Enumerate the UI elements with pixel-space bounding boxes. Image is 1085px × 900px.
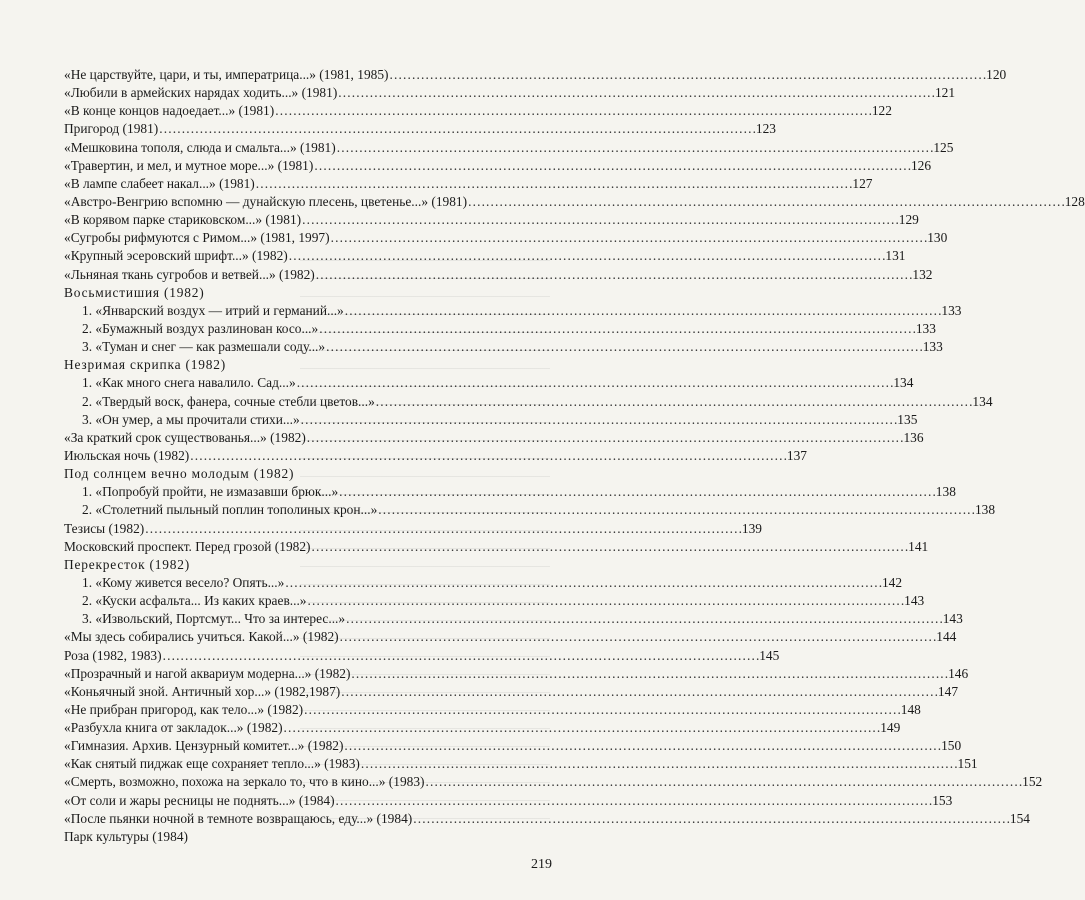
toc-entry (64, 538, 929, 556)
toc-entry-title: 1. «Как много снега навалило. Сад...» (82, 375, 296, 391)
dot-leader (275, 102, 871, 120)
dot-leader (426, 773, 1022, 791)
toc-section-heading (64, 828, 552, 846)
dot-leader (163, 647, 759, 665)
dot-leader (331, 229, 927, 247)
toc-entry-title: Тезисы (1982) (64, 520, 145, 536)
toc-entry-page: 145 (759, 647, 780, 663)
toc-entry-page: 135 (897, 411, 918, 427)
toc-entry-title: 2. «Куски асфальта... Из каких краев...» (82, 593, 307, 609)
toc-entry-page: 149 (880, 720, 901, 736)
dot-leader (289, 247, 885, 265)
toc-entry (64, 229, 948, 247)
dot-leader (302, 211, 898, 229)
toc-entry-title: «Льняная ткань сугробов и ветвей...» (1982) (64, 266, 315, 282)
dot-leader (344, 737, 940, 755)
toc-entry (64, 266, 933, 284)
toc-entry (64, 501, 996, 519)
toc-entry-title: «Разбухла книга от закладок...» (1982) (64, 720, 283, 736)
toc-entry (64, 773, 1043, 791)
toc-entry-title: «Крупный эсеровский шрифт...» (1982) (64, 248, 288, 264)
toc-entry-title: «Любили в армейских нарядах ходить...» (1981) (64, 85, 338, 101)
dot-leader (339, 483, 935, 501)
toc-entry-page: 143 (942, 611, 963, 627)
toc-entry-title: 2. «Столетний пыльный поплин тополиных крон...» (82, 502, 378, 518)
toc-entry-page: 134 (972, 393, 993, 409)
toc-entry (64, 665, 969, 683)
toc-entry-title: «Мы здесь собирались учиться. Какой...» (1982) (64, 629, 339, 645)
toc-entry (64, 447, 807, 465)
toc-entry-page: 138 (935, 484, 956, 500)
toc-entry (64, 374, 914, 392)
dot-leader (159, 120, 755, 138)
toc-entry-page: 121 (934, 85, 956, 101)
dot-leader (304, 701, 900, 719)
toc-entry (64, 755, 978, 773)
dot-leader (390, 66, 986, 84)
toc-entry-title: «За краткий срок существованья...» (1982) (64, 429, 306, 445)
toc-entry-title: 1. «Январский воздух — итрий и германий...» (82, 302, 344, 318)
toc-entry-title: «Не царствуйте, цари, и ты, императрица...» (1981, 1985) (64, 67, 389, 82)
toc-entry-title: 1. «Попробуй пройти, не измазавши брюк...» (82, 484, 339, 500)
toc-entry (64, 157, 932, 175)
toc-entry-title: 2. «Бумажный воздух разлинован косо...» (82, 320, 319, 336)
toc-entry (64, 683, 959, 701)
dot-leader (345, 302, 941, 320)
toc-entry-title: «Австро-Венгрию вспомню — дунайскую плесень, цветенье...» (1981) (64, 193, 468, 209)
dot-leader (346, 610, 942, 628)
toc-entry-title: 2. «Твердый воск, фанера, сочные стебли цветов...» (82, 393, 375, 409)
toc-entry-page: 125 (933, 139, 954, 155)
toc-entry (64, 411, 918, 429)
dot-leader (319, 320, 915, 338)
dot-leader (256, 175, 852, 193)
toc-entry-title: «Как снятый пиджак еще сохраняет тепло...» (1983) (64, 756, 360, 772)
toc-entry (64, 139, 954, 157)
toc-entry-title: Пригород (1981) (64, 121, 159, 137)
toc-entry-title: 1. «Кому живется весело? Опять...» (82, 574, 285, 590)
toc-entry-page: 120 (986, 67, 1007, 82)
dot-leader (285, 574, 881, 592)
toc-entry-page: 133 (922, 339, 943, 355)
toc-entry-title: 3. «Туман и снег — как размешали соду...» (82, 339, 326, 355)
toc-entry-page: 143 (904, 593, 925, 609)
toc-entry-page: 138 (974, 502, 996, 518)
toc-entry (64, 628, 957, 646)
toc-entry-title: Июльская ночь (1982) (64, 447, 190, 463)
dot-leader (297, 374, 893, 392)
toc-entry-page: 123 (755, 121, 776, 137)
toc-entry (64, 520, 762, 538)
toc-entry-page: 147 (937, 683, 959, 699)
toc-entry-title: «От соли и жары ресницы не поднять...» (1984) (64, 792, 335, 808)
toc-entry-title: Перекресток (1982) (64, 556, 191, 572)
dot-leader (308, 592, 904, 610)
toc-entry-page: 152 (1022, 774, 1043, 790)
toc-entry (64, 193, 1085, 211)
toc-entry-title: Московский проспект. Перед грозой (1982) (64, 538, 311, 554)
toc-entry-title: «Смерть, возможно, похожа на зеркало то, что в кино...» (1983) (64, 774, 425, 790)
toc-entry-title: «Не прибран пригород, как тело...» (1982) (64, 701, 304, 717)
toc-entry (64, 302, 962, 320)
toc-entry (64, 574, 903, 592)
toc-entry (64, 102, 892, 120)
toc-entry-title: Парк культуры (1984) (64, 828, 188, 844)
dot-leader (326, 338, 922, 356)
dot-leader (314, 157, 910, 175)
toc-entry-title: «В корявом парке стариковском...» (1981) (64, 212, 302, 228)
toc-entry (64, 483, 956, 501)
toc-entry (64, 247, 906, 265)
toc-entry-title: «Сугробы рифмуются с Римом...» (1981, 1997) (64, 230, 330, 246)
dot-leader (361, 755, 957, 773)
toc-entry (64, 647, 780, 665)
toc-entry (64, 320, 936, 338)
toc-entry-title: «Коньячный зной. Античный хор...» (1982,1987) (64, 683, 341, 699)
dot-leader (376, 393, 972, 411)
toc-entry-page: 122 (871, 103, 892, 119)
toc-entry (64, 719, 901, 737)
dot-leader (413, 810, 1009, 828)
dot-leader (301, 411, 897, 429)
toc-entry (64, 338, 943, 356)
toc-entry (64, 393, 993, 411)
toc-entry (64, 120, 776, 138)
toc-entry-page: 130 (927, 230, 948, 246)
dot-leader (284, 719, 880, 737)
toc-entry (64, 610, 963, 628)
toc-entry-page: 142 (881, 574, 903, 590)
dot-leader (312, 538, 908, 556)
toc-entry (64, 84, 956, 102)
toc-entry-page: 151 (957, 756, 978, 772)
toc-entry-page: 148 (900, 701, 921, 717)
dot-leader (190, 447, 786, 465)
toc-entry-page: 141 (908, 538, 929, 554)
toc-section-heading (64, 284, 552, 302)
toc-entry (64, 592, 925, 610)
toc-entry (64, 701, 921, 719)
toc-entry-title: 3. «Он умер, а мы прочитали стихи...» (82, 411, 300, 427)
dot-leader (351, 665, 947, 683)
toc-entry-page: 133 (941, 302, 962, 318)
toc-section-heading (64, 465, 552, 483)
toc-entry-title: Восьмистишия (1982) (64, 284, 205, 300)
toc-entry-page: 127 (852, 175, 873, 191)
toc-entry (64, 429, 924, 447)
toc-entry-page: 129 (898, 212, 919, 228)
dot-leader (341, 683, 937, 701)
toc-entry-title: «В конце концов надоедает...» (1981) (64, 103, 275, 119)
toc-entry-page: 154 (1009, 810, 1030, 826)
toc-entry-title: «Гимназия. Архив. Цензурный комитет...» (1982) (64, 738, 344, 754)
toc-entry-title: 3. «Извольский, Портсмут... Что за интерес...» (82, 611, 346, 627)
dot-leader (338, 84, 934, 102)
toc-entry-page: 136 (903, 429, 924, 445)
toc-entry (64, 66, 1007, 84)
dot-leader (336, 792, 932, 810)
dot-leader (145, 520, 741, 538)
toc-entry (64, 792, 953, 810)
toc-entry-title: Под солнцем вечно молодым (1982) (64, 466, 295, 482)
dot-leader (378, 501, 974, 519)
toc-entry (64, 211, 919, 229)
toc-entry-page: 150 (941, 738, 962, 754)
toc-section-heading (64, 356, 552, 374)
dot-leader (340, 628, 936, 646)
table-of-contents (64, 66, 1085, 846)
toc-entry-page: 133 (915, 320, 936, 336)
page-number: 219 (531, 857, 552, 872)
toc-entry-title: «Мешковина тополя, слюда и смальта...» (1981) (64, 139, 336, 155)
toc-entry-title: «В лампе слабеет накал...» (1981) (64, 175, 255, 191)
toc-section-heading (64, 556, 552, 574)
toc-entry-page: 134 (893, 375, 914, 391)
toc-entry (64, 737, 962, 755)
toc-entry-page: 126 (910, 157, 932, 173)
dot-leader (316, 266, 912, 284)
toc-entry (64, 175, 873, 193)
toc-entry-title: «Травертин, и мел, и мутное море...» (1981) (64, 157, 314, 173)
dot-leader (337, 139, 933, 157)
toc-entry-page: 128 (1064, 193, 1085, 209)
toc-entry-page: 144 (936, 629, 957, 645)
toc-entry-page: 153 (932, 792, 953, 808)
dot-leader (468, 193, 1064, 211)
dot-leader (307, 429, 903, 447)
toc-entry-title: «После пьянки ночной в темноте возвращаюсь, еду...» (1984) (64, 810, 413, 826)
toc-entry-page: 139 (741, 520, 762, 536)
toc-entry-page: 132 (912, 266, 933, 282)
toc-entry-page: 131 (885, 248, 906, 264)
toc-entry (64, 810, 1030, 828)
toc-entry-page: 137 (786, 447, 807, 463)
toc-entry-page: 146 (948, 665, 969, 681)
toc-entry-title: Незримая скрипка (1982) (64, 357, 227, 373)
toc-entry-title: «Прозрачный и нагой аквариум модерна...» (1982) (64, 665, 351, 681)
toc-entry-title: Роза (1982, 1983) (64, 647, 162, 663)
